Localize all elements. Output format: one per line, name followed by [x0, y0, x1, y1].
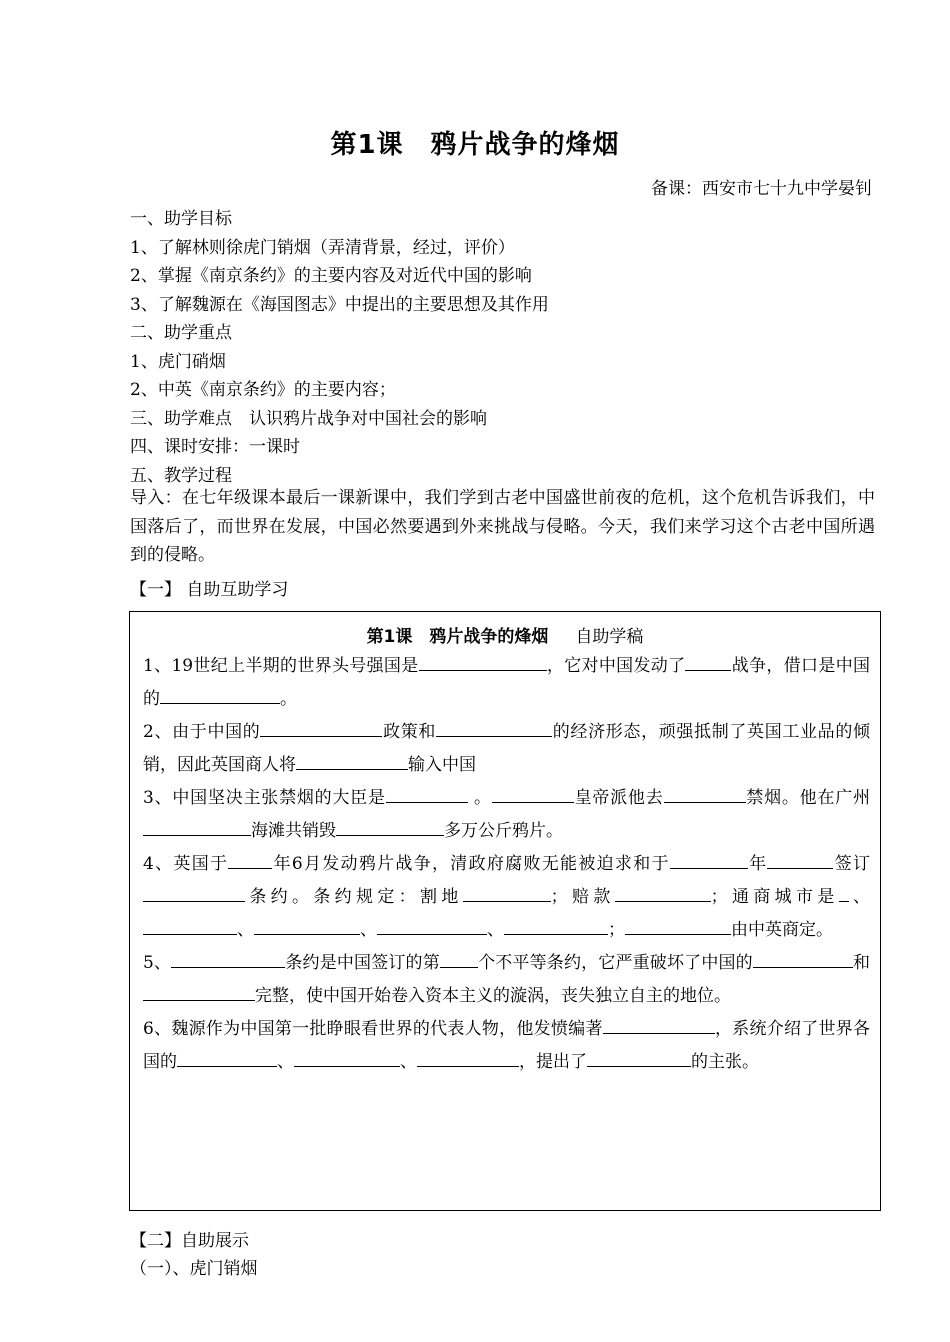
question-text: 皇帝派他去 — [573, 788, 664, 808]
question-text: 条约。条约规定：割地 — [245, 887, 463, 907]
author-line: 备课：西安市七十九中学晏钊 — [651, 179, 872, 199]
worksheet-questions — [143, 650, 870, 1079]
answer-blank[interactable] — [587, 1049, 691, 1067]
answer-blank[interactable] — [171, 950, 285, 968]
question-text: 5、 — [143, 953, 172, 973]
question-text: 3、中国坚决主张禁烟的大臣是 — [143, 788, 386, 808]
answer-blank[interactable] — [228, 851, 272, 869]
question-text: ；赔款 — [550, 887, 615, 907]
answer-blank[interactable] — [419, 653, 547, 671]
answer-blank[interactable] — [603, 1016, 715, 1034]
question-text: 由中英商定。 — [731, 920, 833, 940]
question-5 — [143, 947, 870, 1013]
answer-blank[interactable] — [160, 686, 280, 704]
question-text: 、 — [277, 1052, 294, 1072]
question-text: 1、19世纪上半期的世界头号强国是 — [143, 656, 419, 676]
question-text: 年6月发动鸦片战争，清政府腐败无能被迫求和于 — [272, 854, 670, 874]
answer-blank[interactable] — [670, 851, 748, 869]
answer-blank[interactable] — [615, 884, 711, 902]
answer-blank[interactable] — [753, 950, 853, 968]
question-text: 多万公斤鸦片。 — [444, 821, 563, 841]
worksheet-subtitle: 自助学稿 — [575, 627, 644, 647]
question-text: ；通商城市是 — [710, 887, 839, 907]
question-text: 完整，使中国开始卷入资本主义的漩涡，丧失独立自主的地位。 — [255, 986, 731, 1006]
question-text: ； — [608, 920, 625, 940]
question-4 — [143, 848, 870, 947]
question-text: 战争，借口是中国的 — [143, 656, 871, 709]
goals-header: 一、助学目标 — [130, 209, 232, 229]
answer-blank[interactable] — [492, 785, 574, 803]
question-text: 和 — [852, 953, 871, 973]
key-item: 2、中英《南京条约》的主要内容； — [130, 380, 396, 400]
answer-blank[interactable] — [504, 917, 608, 935]
answer-blank[interactable] — [294, 1049, 400, 1067]
worksheet-title: 第1课 鸦片战争的烽烟 — [366, 627, 549, 647]
schedule-line: 四、课时安排：一课时 — [130, 437, 300, 457]
difficulty-line: 三、助学难点 认识鸦片战争对中国社会的影响 — [130, 409, 487, 429]
question-text: 。 — [280, 689, 297, 709]
answer-blank[interactable] — [260, 719, 382, 737]
question-text: 2、由于中国的 — [143, 722, 261, 742]
question-text: 条约是中国签订的第 — [285, 953, 440, 973]
answer-blank[interactable] — [143, 917, 237, 935]
answer-blank[interactable] — [417, 1049, 519, 1067]
question-text: 政策和 — [382, 722, 437, 742]
question-text: ，提出了 — [519, 1052, 587, 1072]
key-item: 1、虎门硝烟 — [130, 352, 226, 372]
answer-blank[interactable] — [296, 752, 408, 770]
answer-blank[interactable] — [143, 983, 255, 1001]
answer-blank[interactable] — [254, 917, 360, 935]
key-header: 二、助学重点 — [130, 323, 232, 343]
process-header: 五、教学过程 — [130, 466, 232, 486]
answer-blank[interactable] — [436, 719, 552, 737]
worksheet-box — [129, 611, 881, 1211]
question-2 — [143, 716, 870, 782]
question-text: 4、英国于 — [143, 854, 229, 874]
question-1 — [143, 650, 870, 716]
question-text: 、 — [487, 920, 504, 940]
question-text: 海滩共销毁 — [251, 821, 336, 841]
intro-paragraph: 导入：在七年级课本最后一课新课中，我们学到古老中国盛世前夜的危机，这个危机告诉我们，中国落后了，而世界在发展，中国必然要遇到外来挑战与侵略。今天，我们来学习这个古老中国所遇到的侵略。 — [130, 488, 875, 565]
worksheet-heading — [130, 622, 880, 647]
question-text: 个不平等条约，它严重破坏了中国的 — [477, 953, 753, 973]
question-text: 年 — [747, 854, 768, 874]
question-text: 的主张。 — [691, 1052, 759, 1072]
question-6 — [143, 1013, 870, 1079]
question-text: 、 — [237, 920, 254, 940]
goal-item: 1、了解林则徐虎门销烟（弄清背景，经过，评价） — [130, 238, 515, 258]
question-text: 6、魏源作为中国第一批睁眼看世界的代表人物，他发愤编著 — [143, 1019, 603, 1039]
answer-blank[interactable] — [664, 785, 746, 803]
answer-blank[interactable] — [377, 917, 487, 935]
answer-blank[interactable] — [685, 653, 731, 671]
question-text: 。 — [467, 788, 492, 808]
answer-blank[interactable] — [625, 917, 731, 935]
answer-blank[interactable] — [463, 884, 551, 902]
answer-blank[interactable] — [386, 785, 468, 803]
goal-item: 3、了解魏源在《海国图志》中提出的主要思想及其作用 — [130, 295, 549, 315]
answer-blank[interactable] — [440, 950, 478, 968]
question-text: 、 — [400, 1052, 417, 1072]
question-text: 的经济形态，顽强抵制了英国工业品的倾销，因此英国商人将 — [143, 722, 871, 775]
question-text: 输入中国 — [408, 755, 476, 775]
answer-blank[interactable] — [336, 818, 444, 836]
question-3 — [143, 782, 870, 848]
question-text: 禁烟。他在广州 — [745, 788, 871, 808]
goal-item: 2、掌握《南京条约》的主要内容及对近代中国的影响 — [130, 266, 532, 286]
part2-heading: 【二】自助展示 — [130, 1231, 249, 1251]
question-text: ，它对中国发动了 — [546, 656, 686, 676]
answer-blank[interactable] — [177, 1049, 277, 1067]
lesson-title: 第1课 鸦片战争的烽烟 — [330, 130, 620, 160]
question-text: 签订 — [833, 854, 870, 874]
subsection-heading: （一）、虎门销烟 — [130, 1259, 258, 1279]
answer-blank[interactable] — [143, 884, 245, 902]
question-text: 、 — [848, 887, 871, 907]
part1-heading: 【一】 自助互助学习 — [130, 580, 289, 600]
answer-blank[interactable] — [143, 818, 251, 836]
question-text: 、 — [360, 920, 377, 940]
question-text: ，系统介绍了世界各国的 — [143, 1019, 870, 1072]
answer-blank[interactable] — [839, 884, 849, 902]
answer-blank[interactable] — [767, 851, 833, 869]
